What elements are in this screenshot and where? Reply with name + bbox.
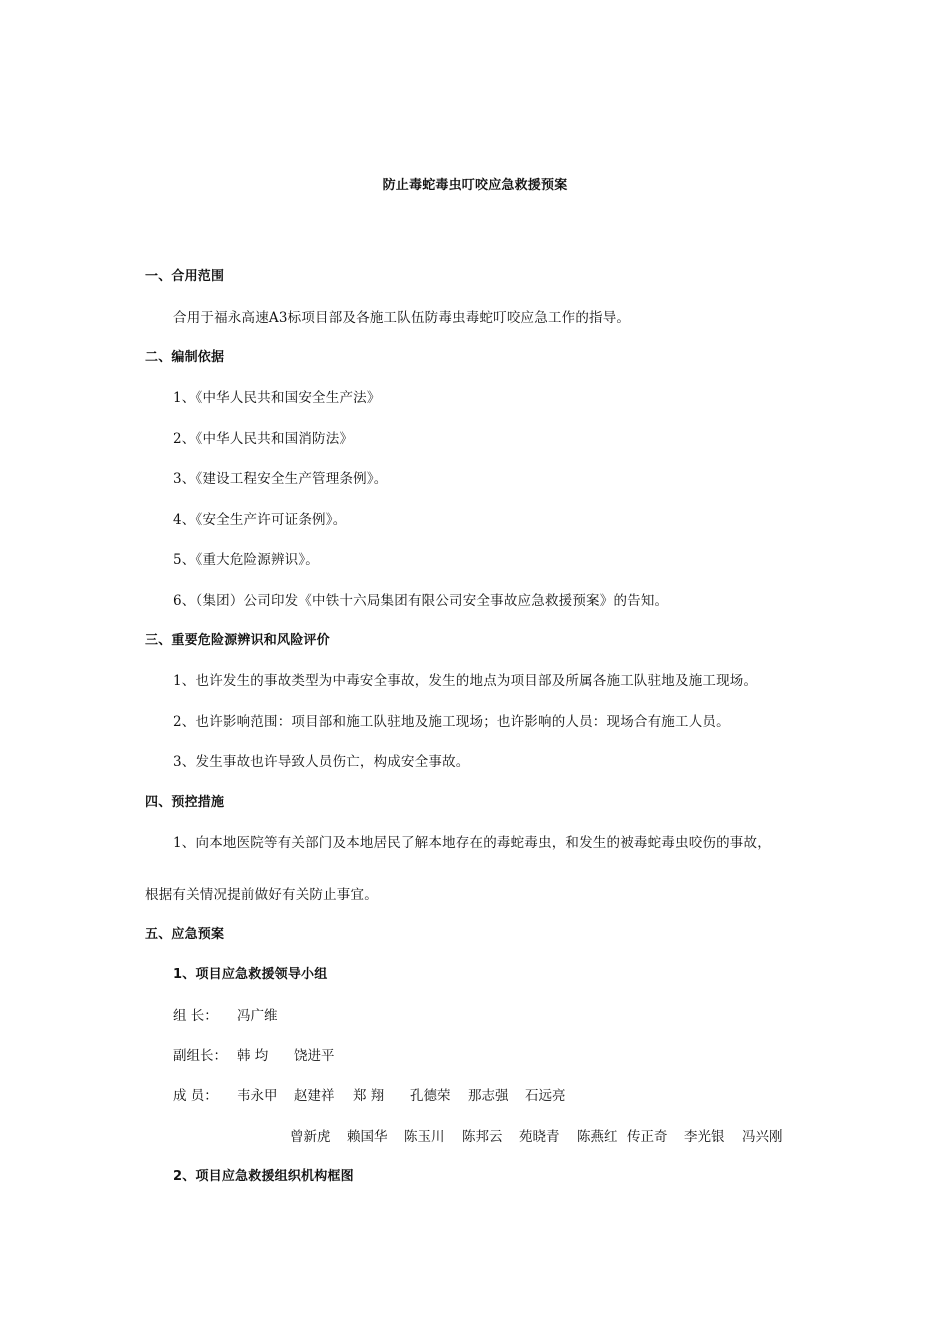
hazard-item: 2、也许影响范围：项目部和施工队驻地及施工现场；也许影响的人员：现场合有施工人员。 (173, 714, 730, 730)
member-name: 赵建祥 (294, 1088, 335, 1104)
section-heading-hazard: 三、重要危险源辨识和风险评价 (145, 633, 330, 648)
deputy-name: 韩 均 (237, 1048, 269, 1064)
member-name: 曾新虎 (290, 1129, 331, 1145)
basis-item: 6、（集团）公司印发《中铁十六局集团有限公司安全事故应急救援预案》的告知。 (173, 593, 669, 609)
member-name: 石远亮 (525, 1088, 566, 1104)
leader-name: 冯广维 (237, 1008, 278, 1024)
member-name: 传正奇 (627, 1129, 668, 1145)
hazard-item: 3、发生事故也许导致人员伤亡，构成安全事故。 (173, 754, 470, 770)
prevention-text-line2: 根据有关情况提前做好有关防止事宜。 (145, 887, 378, 903)
member-name: 赖国华 (347, 1129, 388, 1145)
basis-item: 4、《安全生产许可证条例》。 (173, 512, 347, 528)
member-name: 韦永甲 (237, 1088, 278, 1104)
member-name: 陈燕红 (577, 1129, 618, 1145)
member-name: 那志强 (468, 1088, 509, 1104)
basis-item: 2、《中华人民共和国消防法》 (173, 431, 354, 447)
leader-label: 组 长： (173, 1008, 218, 1024)
basis-item: 3、《建设工程安全生产管理条例》。 (173, 471, 388, 487)
section-heading-prevention: 四、预控措施 (145, 795, 225, 810)
basis-item: 5、《重大危险源辨识》。 (173, 552, 319, 568)
hazard-item: 1、也许发生的事故类型为中毒安全事故，发生的地点为项目部及所属各施工队驻地及施工现场。 (173, 673, 758, 689)
document-title: 防止毒蛇毒虫叮咬应急救援预案 (382, 178, 568, 193)
subheading-leadership-group: 1、项目应急救援领导小组 (173, 967, 328, 982)
basis-item: 1、《中华人民共和国安全生产法》 (173, 390, 381, 406)
member-name: 冯兴刚 (742, 1129, 783, 1145)
scope-text: 合用于福永高速A3标项目部及各施工队伍防毒虫毒蛇叮咬应急工作的指导。 (173, 310, 631, 326)
member-name: 陈邦云 (462, 1129, 503, 1145)
deputy-name: 饶进平 (294, 1048, 335, 1064)
member-name: 孔德荣 (410, 1088, 451, 1104)
deputy-label: 副组长： (173, 1048, 227, 1064)
member-name: 苑晓青 (519, 1129, 560, 1145)
member-name: 陈玉川 (404, 1129, 445, 1145)
section-heading-emergency: 五、应急预案 (145, 927, 225, 942)
section-heading-scope: 一、合用范围 (145, 269, 225, 284)
subheading-org-chart: 2、项目应急救援组织机构框图 (173, 1169, 354, 1184)
member-name: 郑 翔 (353, 1088, 385, 1104)
prevention-text-line1: 1、向本地医院等有关部门及本地居民了解本地存在的毒蛇毒虫，和发生的被毒蛇毒虫咬伤的事故， (173, 835, 771, 851)
members-label: 成 员： (173, 1088, 218, 1104)
section-heading-basis: 二、编制依据 (145, 350, 225, 365)
member-name: 李光银 (684, 1129, 725, 1145)
